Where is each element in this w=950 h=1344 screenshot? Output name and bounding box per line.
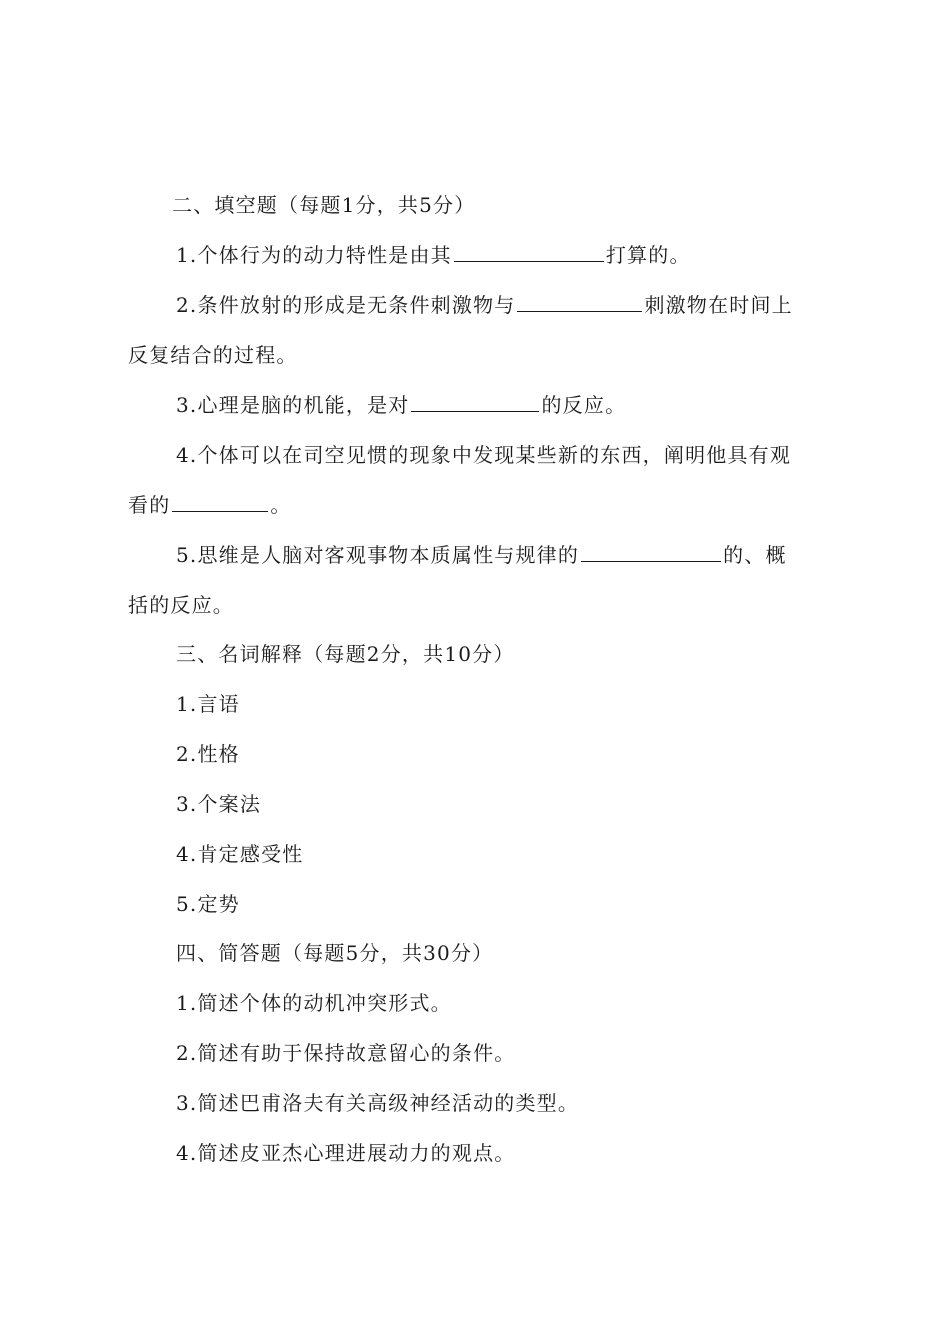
- question-text: 2.条件放射的形成是无条件刺激物与: [176, 293, 516, 317]
- term-item: 2.性格: [176, 742, 240, 766]
- term-item: 5.定势: [176, 892, 240, 916]
- question-fill-4: 4.个体可以在司空见惯的现象中发现某些新的东西，阐明他具有观: [176, 443, 792, 467]
- question-text: 打算的。: [605, 243, 691, 267]
- answer-blank: [411, 391, 539, 412]
- term-item: 4.肯定感受性: [176, 842, 304, 866]
- question-text: 。: [270, 493, 292, 517]
- question-fill-5: [176, 541, 834, 569]
- question-text: 1.个体行为的动力特性是由其: [176, 243, 452, 267]
- question-text: 看的: [128, 493, 171, 517]
- question-text: 的、概: [723, 543, 787, 567]
- short-answer-item: 2.简述有助于保持故意留心的条件。: [176, 1041, 516, 1065]
- answer-blank: [517, 291, 642, 312]
- question-text: 5.思维是人脑对客观事物本质属性与规律的: [176, 543, 580, 567]
- short-answer-item: 1.简述个体的动机冲突形式。: [176, 991, 452, 1015]
- section-heading-terms: 三、名词解释（每题2分，共10分）: [176, 642, 515, 666]
- section-heading-short-answer: 四、简答题（每题5分，共30分）: [176, 941, 494, 965]
- question-fill-2: [176, 291, 834, 319]
- section-heading-fill-blank: 二、填空题（每题1分，共5分）: [172, 193, 476, 217]
- answer-blank: [172, 491, 268, 512]
- term-item: 3.个案法: [176, 792, 262, 816]
- question-fill-2-continued: 反复结合的过程。: [128, 343, 298, 367]
- question-fill-5-continued: 括的反应。: [128, 593, 234, 617]
- short-answer-item: 3.简述巴甫洛夫有关高级神经活动的类型。: [176, 1091, 580, 1115]
- term-item: 1.言语: [176, 692, 240, 716]
- question-text: 的反应。: [541, 393, 627, 417]
- short-answer-item: 4.简述皮亚杰心理进展动力的观点。: [176, 1141, 516, 1165]
- question-fill-1: [176, 241, 834, 269]
- question-text: 3.心理是脑的机能，是对: [176, 393, 410, 417]
- question-fill-4-continued: [128, 491, 834, 519]
- answer-blank: [581, 541, 721, 562]
- question-fill-3: [176, 391, 834, 419]
- answer-blank: [454, 241, 604, 262]
- question-text: 刺激物在时间上: [644, 293, 793, 317]
